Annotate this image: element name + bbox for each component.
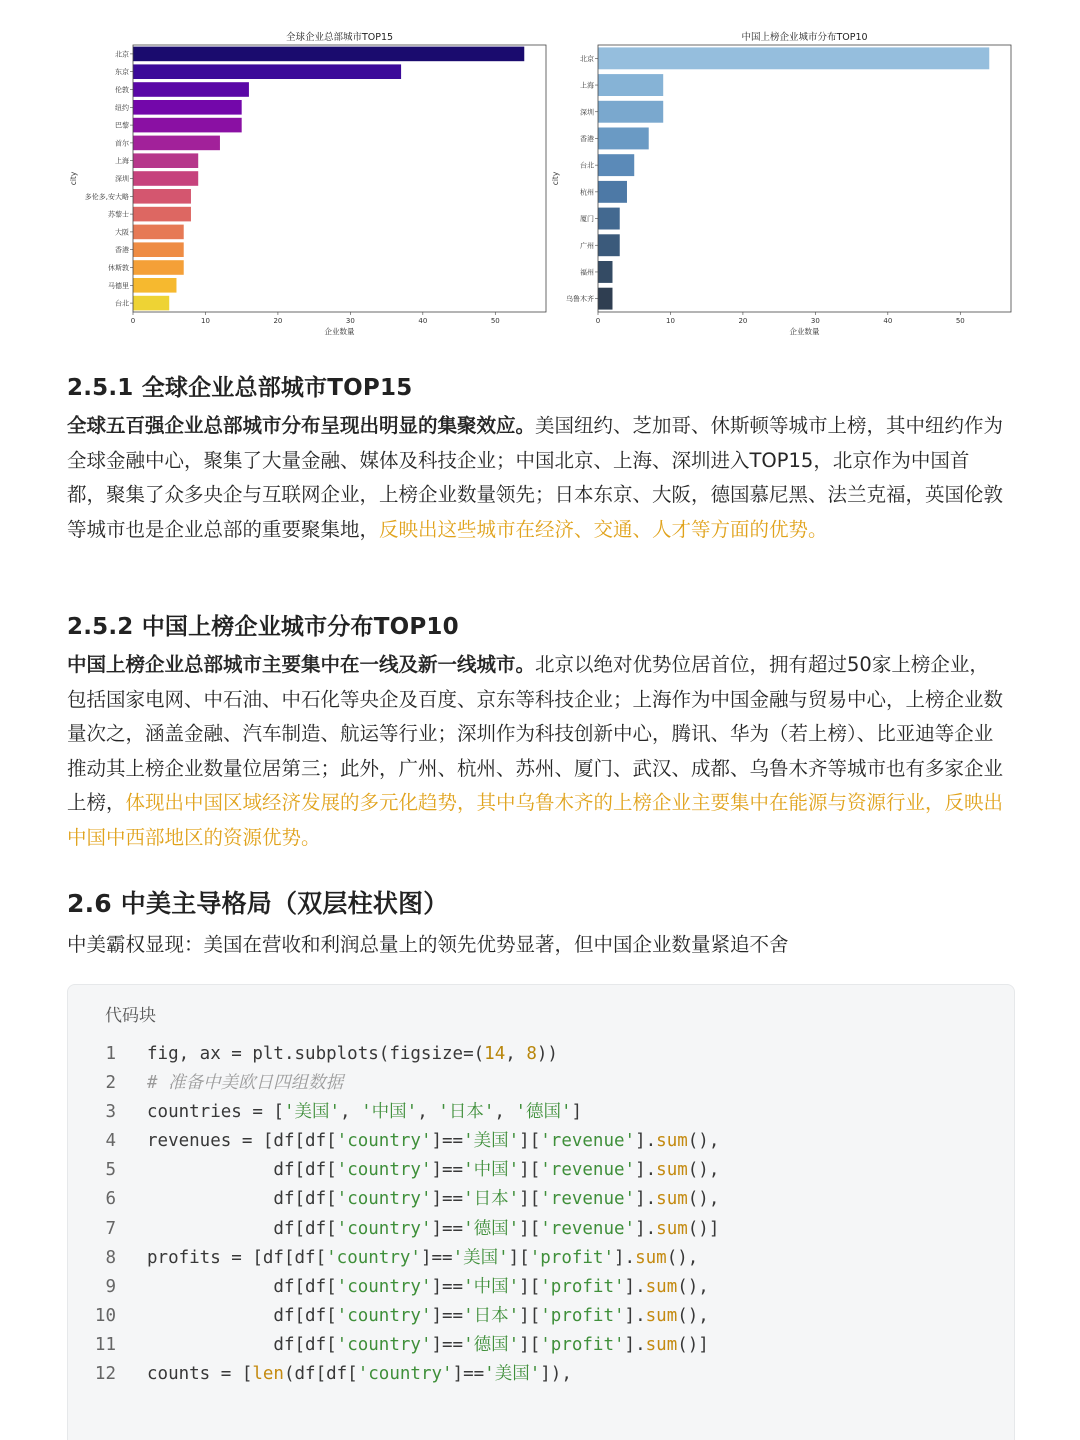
code-text: df[df['country']=='日本']['profit'].sum(), [147, 1305, 709, 1326]
code-line [68, 1273, 1014, 1302]
para-text: 美国纽约、芝加哥、休斯顿等城市上榜，其中纽约作为全球金融中心，聚集了大量金融、媒体及科技企业；中国北京、上海、深圳进入TOP15，北京作为中国首都，聚集了众多央企与互联网企业，上榜企业数量领先；日本东京、大阪，德国慕尼黑、法兰克福，英国伦敦等城市也是企业总部的重要聚集地， [67, 414, 1004, 541]
code-text: df[df['country']=='德国']['revenue'].sum()] [147, 1218, 720, 1239]
x-tick-label: 40 [883, 317, 893, 325]
line-number: 11 [94, 1334, 116, 1355]
y-tick-label: 上海 [115, 157, 129, 166]
y-tick-label: 马德里 [108, 281, 129, 290]
bar [133, 260, 184, 275]
bar [598, 101, 663, 123]
section-heading-2-5-2: 2.5.2 中国上榜企业城市分布TOP10 [67, 614, 459, 640]
code-block-label: 代码块 [105, 1006, 156, 1026]
x-tick-label: 50 [490, 317, 500, 325]
bar [133, 242, 184, 257]
bar [598, 208, 620, 230]
global-hq-city-chart [60, 0, 560, 345]
code-line [68, 1069, 1014, 1098]
y-axis-label: city [69, 171, 78, 186]
x-tick-label: 20 [738, 317, 748, 325]
y-tick-label: 厦门 [580, 215, 594, 224]
y-tick-label: 深圳 [115, 175, 129, 183]
y-tick-label: 多伦多,安大略 [84, 192, 129, 201]
x-tick-label: 50 [955, 317, 965, 325]
x-tick-label: 10 [200, 317, 210, 325]
code-line [68, 1098, 1014, 1127]
line-number: 8 [105, 1247, 116, 1268]
section-paragraph-2-6: 中美霸权显现：美国在营收和利润总量上的领先优势显著，但中国企业数量紧追不舍 [67, 933, 789, 956]
code-line [68, 1156, 1014, 1185]
bar [598, 261, 612, 283]
code-line [68, 1215, 1014, 1244]
code-text: df[df['country']=='日本']['revenue'].sum(), [147, 1189, 720, 1210]
code-text: df[df['country']=='德国']['profit'].sum()] [147, 1334, 709, 1355]
para-bold: 中国上榜企业总部城市主要集中在一线及新一线城市。 [67, 653, 536, 676]
line-number: 6 [105, 1189, 116, 1210]
x-tick-label: 40 [418, 317, 428, 325]
para-highlight: 反映出这些城市在经济、交通、人才等方面的优势。 [379, 517, 828, 541]
bar [133, 136, 220, 151]
y-axis-label: city [551, 171, 560, 186]
y-tick-label: 福州 [580, 268, 594, 277]
y-tick-label: 东京 [115, 68, 129, 77]
code-text: profits = [df[df['country']=='美国']['profit'].sum(), [147, 1247, 699, 1268]
section-heading-2-6: 2.6 中美主导格局（双层柱状图） [67, 889, 449, 918]
bar [598, 154, 634, 176]
y-tick-label: 休斯敦 [108, 264, 129, 272]
bar [598, 181, 627, 203]
x-tick-label: 0 [595, 317, 601, 325]
x-axis-label: 企业数量 [789, 327, 820, 336]
code-text: revenues = [df[df['country']=='美国']['revenue'].sum(), [147, 1131, 720, 1152]
section-heading-2-5-1: 2.5.1 全球企业总部城市TOP15 [67, 375, 413, 401]
charts-area [0, 0, 1080, 350]
y-tick-label: 巴黎 [115, 121, 129, 130]
code-line [68, 1040, 1014, 1069]
code-line [68, 1127, 1014, 1156]
bar [133, 171, 198, 186]
bar [598, 288, 612, 310]
line-number: 12 [94, 1364, 116, 1385]
section-paragraph-2-5-1 [67, 409, 1007, 547]
bar [133, 82, 249, 97]
section-paragraph-2-5-2 [67, 648, 1007, 856]
code-text: fig, ax = plt.subplots(figsize=(14, 8)) [147, 1044, 558, 1064]
code-block[interactable] [67, 984, 1015, 1440]
line-number: 2 [105, 1073, 116, 1094]
bar [133, 225, 184, 240]
bar [133, 64, 401, 79]
code-line [68, 1244, 1014, 1273]
x-tick-label: 30 [810, 317, 820, 325]
line-number: 9 [105, 1276, 116, 1297]
y-tick-label: 台北 [115, 299, 129, 308]
line-number: 3 [105, 1102, 116, 1123]
code-text: df[df['country']=='中国']['profit'].sum(), [147, 1276, 709, 1297]
bar [598, 47, 989, 69]
y-tick-label: 伦敦 [115, 86, 129, 94]
y-tick-label: 北京 [115, 50, 129, 59]
x-tick-label: 0 [130, 317, 136, 325]
line-number: 4 [105, 1131, 116, 1152]
y-tick-label: 杭州 [580, 188, 594, 197]
y-tick-label: 上海 [580, 81, 594, 90]
bar [133, 47, 524, 62]
bar [133, 207, 191, 222]
bar [598, 234, 620, 256]
line-number: 10 [94, 1305, 116, 1326]
code-text: countries = ['美国', '中国', '日本', '德国'] [147, 1102, 583, 1123]
code-line [68, 1185, 1014, 1214]
bar [133, 100, 242, 115]
para-highlight: 体现出中国区域经济发展的多元化趋势，其中乌鲁木齐的上榜企业主要集中在能源与资源行业，反映出中国中西部地区的资源优势。 [67, 791, 1004, 849]
china-city-chart [548, 0, 1028, 345]
code-line [68, 1360, 1014, 1389]
line-number: 7 [105, 1218, 116, 1239]
line-number: 1 [105, 1044, 116, 1064]
code-text: df[df['country']=='中国']['revenue'].sum(), [147, 1160, 720, 1181]
code-line [68, 1302, 1014, 1331]
bar [133, 296, 169, 311]
y-tick-label: 苏黎士 [108, 210, 129, 219]
y-tick-label: 首尔 [115, 139, 129, 148]
y-tick-label: 北京 [580, 54, 594, 63]
para-text: 北京以绝对优势位居首位，拥有超过50家上榜企业，包括国家电网、中石油、中石化等央企及百度、京东等科技企业；上海作为中国金融与贸易中心，上榜企业数量次之，涵盖金融、汽车制造、航运等行业；深圳作为科技创新中心，腾讯、华为（若上榜）、比亚迪等企业推动其上榜企业数量位居第三；此外，广州、杭州、苏州、厦门、武汉、成都、乌鲁木齐等城市也有多家企业上榜， [67, 653, 1004, 815]
bar [133, 153, 198, 168]
bar [598, 128, 649, 150]
chart-title: 全球企业总部城市TOP15 [285, 32, 394, 43]
chart-title: 中国上榜企业城市分布TOP10 [741, 32, 868, 43]
line-number: 5 [105, 1160, 116, 1181]
code-text: # 准备中美欧日四组数据 [147, 1073, 344, 1094]
y-tick-label: 纽约 [115, 103, 129, 112]
y-tick-label: 大阪 [115, 228, 129, 237]
x-tick-label: 20 [273, 317, 283, 325]
bar [598, 74, 663, 96]
code-lines [68, 1040, 1014, 1389]
bar [133, 118, 242, 133]
x-tick-label: 30 [345, 317, 355, 325]
bar [133, 278, 176, 293]
para-bold: 全球五百强企业总部城市分布呈现出明显的集聚效应。 [67, 414, 536, 437]
bar [133, 189, 191, 204]
y-tick-label: 深圳 [580, 108, 594, 117]
code-text: counts = [len(df[df['country']=='美国']), [147, 1364, 572, 1385]
y-tick-label: 香港 [580, 134, 594, 143]
y-tick-label: 台北 [580, 161, 594, 170]
y-tick-label: 乌鲁木齐 [566, 295, 594, 304]
y-tick-label: 广州 [580, 241, 594, 250]
y-tick-label: 香港 [115, 246, 129, 255]
code-line [68, 1331, 1014, 1360]
x-axis-label: 企业数量 [324, 327, 355, 336]
x-tick-label: 10 [665, 317, 675, 325]
